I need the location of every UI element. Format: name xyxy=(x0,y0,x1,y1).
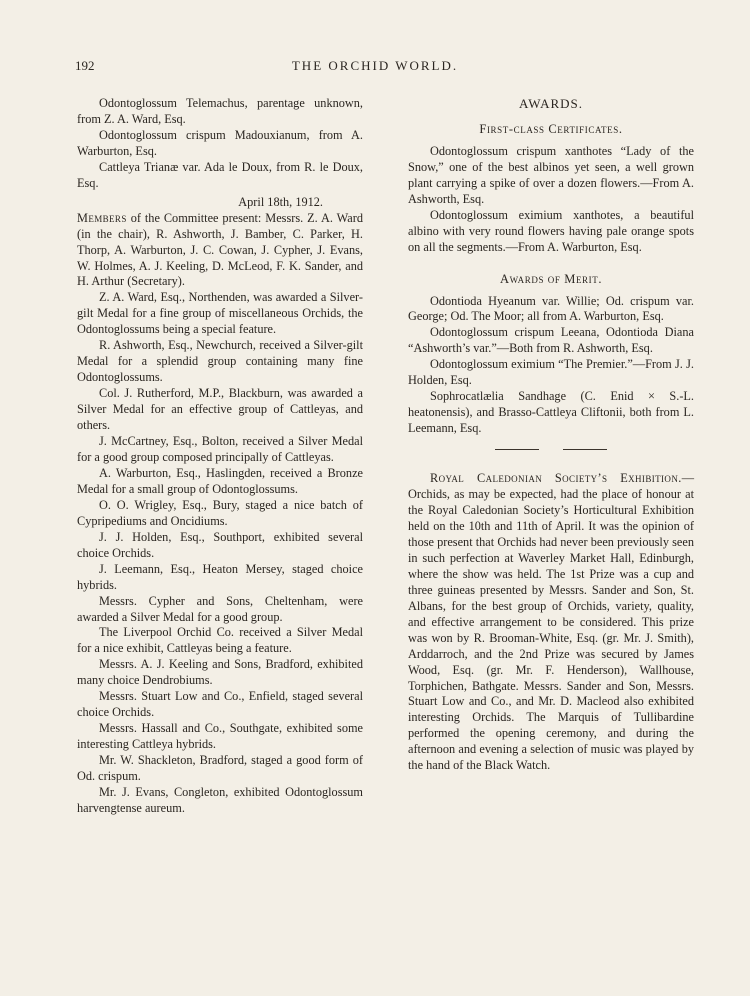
small-caps-lead: Members xyxy=(77,210,127,225)
merit-heading: Awards of Merit. xyxy=(499,271,603,286)
running-title: THE ORCHID WORLD. xyxy=(291,58,459,73)
paragraph: Mr. W. Shackleton, Bradford, staged a good form of Od. crispum. xyxy=(77,753,363,784)
paragraph: Messrs. Hassall and Co., Southgate, exhibited some interesting Cattleya hybrids. xyxy=(77,721,363,752)
page-number: 192 xyxy=(75,58,95,73)
paragraph: J. Leemann, Esq., Heaton Mersey, staged choice hybrids. xyxy=(77,561,363,592)
dateline: April 18th, 1912. xyxy=(238,194,323,209)
paragraph: A. Warburton, Esq., Haslingden, received a Bronze Medal for a small group of Odontoglossums. xyxy=(77,465,363,496)
paragraph xyxy=(408,471,694,774)
paragraph: O. O. Wrigley, Esq., Bury, staged a nice batch of Cypripediums and Oncidiums. xyxy=(77,497,363,528)
paragraph: Odontoglossum crispum Leeana, Odontioda Diana “Ashworth’s var.”—Both from R. Ashworth, Esq. xyxy=(408,325,694,356)
divider-rule xyxy=(495,449,539,451)
paragraph: Odontoglossum crispum xanthotes “Lady of the Snow,” one of the best albinos yet seen, a well grown plant carrying a spike of over a dozen flowers.—From A. Ashworth, Esq. xyxy=(408,143,694,206)
small-caps-lead: Royal Caledonian Society’s Exhibition. xyxy=(430,471,682,486)
paragraph: Odontoglossum eximium xanthotes, a beautiful albino with very round flowers having pale orange spots on all the segments.—From A. Warburton, Esq. xyxy=(408,207,694,254)
left-column xyxy=(77,96,363,817)
paragraph: Cattleya Trianæ var. Ada le Doux, from R. le Doux, Esq. xyxy=(77,159,363,190)
paragraph: Odontoglossum crispum Madouxianum, from A. Warburton, Esq. xyxy=(77,127,363,158)
paragraph: Col. J. Rutherford, M.P., Blackburn, was awarded a Silver Medal for an effective group of Cattleyas, and others. xyxy=(77,386,363,433)
paragraph: Mr. J. Evans, Congleton, exhibited Odontoglossum harvengtense aureum. xyxy=(77,784,363,815)
paragraph-text: —Orchids, as may be expected, had the place of honour at the Royal Caledonian Society’s Horticultural Exhibition held on the 10th and 11th of April. It was the opinion of those present that Orchids had never been previously seen in such perfection at Waverley Market Hall, Edinburgh, where the show was held. The 1st Prize was a cup and three guineas presented by Messrs. Sander and Son, St. Albans, for the best group of Orchids, variety, quality, and effective arrangement to be considered. This prize was won by R. Brooman-White, Esq. (gr. Mr. J. Smith), Arddarroch, and the 2nd Prize was secured by James Wood, Esq. (gr. Mr. F. Henderson), Wallhouse, Torphichen, Bathgate. Messrs. Sander and Son, Messrs. Stuart Low and Co., and Mr. D. Macleod also exhibited interesting Orchids. The Marquis of Tullibardine performed the opening ceremony, and during the afternoon and evening a selection of music was played by the hand of the Black Watch. xyxy=(408,471,694,773)
paragraph: Messrs. Cypher and Sons, Cheltenham, were awarded a Silver Medal for a good group. xyxy=(77,593,363,624)
paragraph: Odontoglossum Telemachus, parentage unknown, from Z. A. Ward, Esq. xyxy=(77,96,363,126)
paragraph: Messrs. A. J. Keeling and Sons, Bradford, exhibited many choice Dendrobiums. xyxy=(77,657,363,688)
paragraph: Odontioda Hyeanum var. Willie; Od. crispum var. George; Od. The Moor; all from A. Warburton, Esq. xyxy=(408,293,694,324)
paragraph xyxy=(77,211,363,291)
paragraph: Messrs. Stuart Low and Co., Enfield, staged several choice Orchids. xyxy=(77,689,363,720)
right-column xyxy=(408,96,694,774)
paragraph: R. Ashworth, Esq., Newchurch, received a Silver-gilt Medal for a splendid group containing many fine Odontoglossums. xyxy=(77,338,363,385)
paragraph: J. J. Holden, Esq., Southport, exhibited several choice Orchids. xyxy=(77,529,363,560)
paragraph-text: of the Committee present: Messrs. Z. A. Ward (in the chair), R. Ashworth, J. Bamber, C. Parker, H. Thorp, A. Warburton, J. C. Cowan, J. Cypher, J. Evans, W. Holmes, A. J. Keeling, D. McLeod, F. K. Sander, and H. Arthur (Secretary). xyxy=(77,210,363,289)
paragraph: J. McCartney, Esq., Bolton, received a Silver Medal for a good group composed principally of Cattleyas. xyxy=(77,434,363,464)
paragraph: The Liverpool Orchid Co. received a Silver Medal for a nice exhibit, Cattleyas being a feature. xyxy=(77,625,363,656)
section-divider xyxy=(408,449,694,451)
awards-heading: AWARDS. xyxy=(518,96,584,111)
divider-rule xyxy=(563,449,607,451)
first-class-heading: First-class Certificates. xyxy=(479,121,623,136)
paragraph: Odontoglossum eximium “The Premier.”—From J. J. Holden, Esq. xyxy=(408,357,694,388)
paragraph: Sophrocatlælia Sandhage (C. Enid × S.-L. heatonensis), and Brasso-Cattleya Cliftonii, both from L. Leemann, Esq. xyxy=(408,389,694,436)
paragraph: Z. A. Ward, Esq., Northenden, was awarded a Silver-gilt Medal for a fine group of miscellaneous Orchids, the Odontoglossums being a special feature. xyxy=(77,290,363,337)
